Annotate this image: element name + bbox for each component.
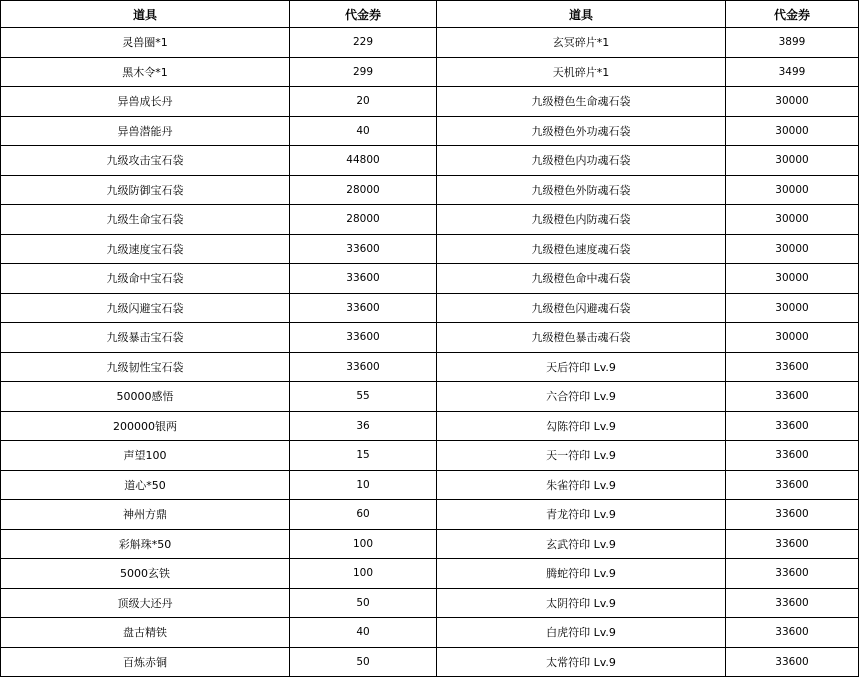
table-row bbox=[1, 234, 859, 264]
right-price-cell: 30000 bbox=[726, 234, 859, 264]
header-item-left: 道具 bbox=[1, 1, 290, 28]
right-price-cell: 3899 bbox=[726, 28, 859, 58]
left-item-cell: 九级闪避宝石袋 bbox=[1, 293, 290, 323]
right-item-cell: 九级橙色内功魂石袋 bbox=[437, 146, 726, 176]
table-row bbox=[1, 618, 859, 648]
right-price-cell: 30000 bbox=[726, 205, 859, 235]
left-item-cell: 黑木令*1 bbox=[1, 57, 290, 87]
right-item-cell: 玄武符印 Lv.9 bbox=[437, 529, 726, 559]
table-row bbox=[1, 559, 859, 589]
right-price-cell: 30000 bbox=[726, 175, 859, 205]
left-price-cell: 229 bbox=[290, 28, 437, 58]
right-price-cell: 33600 bbox=[726, 441, 859, 471]
table-row bbox=[1, 87, 859, 117]
table-row bbox=[1, 205, 859, 235]
left-price-cell: 20 bbox=[290, 87, 437, 117]
table-row bbox=[1, 323, 859, 353]
right-item-cell: 九级橙色外防魂石袋 bbox=[437, 175, 726, 205]
header-item-right: 道具 bbox=[437, 1, 726, 28]
right-price-cell: 33600 bbox=[726, 500, 859, 530]
right-price-cell: 33600 bbox=[726, 588, 859, 618]
right-price-cell: 33600 bbox=[726, 470, 859, 500]
left-item-cell: 彩斛珠*50 bbox=[1, 529, 290, 559]
table-row bbox=[1, 647, 859, 677]
left-item-cell: 九级速度宝石袋 bbox=[1, 234, 290, 264]
right-item-cell: 九级橙色外功魂石袋 bbox=[437, 116, 726, 146]
left-item-cell: 盘古精铁 bbox=[1, 618, 290, 648]
left-price-cell: 55 bbox=[290, 382, 437, 412]
left-item-cell: 百炼赤铜 bbox=[1, 647, 290, 677]
right-price-cell: 33600 bbox=[726, 647, 859, 677]
right-item-cell: 九级橙色暴击魂石袋 bbox=[437, 323, 726, 353]
left-price-cell: 36 bbox=[290, 411, 437, 441]
left-item-cell: 九级防御宝石袋 bbox=[1, 175, 290, 205]
right-item-cell: 太常符印 Lv.9 bbox=[437, 647, 726, 677]
left-price-cell: 50 bbox=[290, 588, 437, 618]
table-row bbox=[1, 529, 859, 559]
right-item-cell: 腾蛇符印 Lv.9 bbox=[437, 559, 726, 589]
left-item-cell: 50000感悟 bbox=[1, 382, 290, 412]
left-price-cell: 40 bbox=[290, 618, 437, 648]
table-row bbox=[1, 57, 859, 87]
left-price-cell: 44800 bbox=[290, 146, 437, 176]
left-price-cell: 100 bbox=[290, 559, 437, 589]
right-price-cell: 33600 bbox=[726, 352, 859, 382]
table-row bbox=[1, 293, 859, 323]
right-price-cell: 30000 bbox=[726, 264, 859, 294]
right-item-cell: 勾陈符印 Lv.9 bbox=[437, 411, 726, 441]
right-item-cell: 六合符印 Lv.9 bbox=[437, 382, 726, 412]
table-row bbox=[1, 588, 859, 618]
table-header-row bbox=[1, 1, 859, 28]
left-price-cell: 33600 bbox=[290, 264, 437, 294]
left-price-cell: 50 bbox=[290, 647, 437, 677]
right-price-cell: 33600 bbox=[726, 529, 859, 559]
right-price-cell: 33600 bbox=[726, 411, 859, 441]
right-item-cell: 九级橙色闪避魂石袋 bbox=[437, 293, 726, 323]
right-item-cell: 玄冥碎片*1 bbox=[437, 28, 726, 58]
left-item-cell: 5000玄铁 bbox=[1, 559, 290, 589]
left-item-cell: 九级攻击宝石袋 bbox=[1, 146, 290, 176]
left-price-cell: 299 bbox=[290, 57, 437, 87]
table-body bbox=[1, 28, 859, 677]
table-row bbox=[1, 264, 859, 294]
right-price-cell: 30000 bbox=[726, 293, 859, 323]
table-row bbox=[1, 352, 859, 382]
right-item-cell: 天后符印 Lv.9 bbox=[437, 352, 726, 382]
left-item-cell: 异兽潜能丹 bbox=[1, 116, 290, 146]
right-item-cell: 九级橙色命中魂石袋 bbox=[437, 264, 726, 294]
right-price-cell: 3499 bbox=[726, 57, 859, 87]
right-item-cell: 太阴符印 Lv.9 bbox=[437, 588, 726, 618]
right-item-cell: 青龙符印 Lv.9 bbox=[437, 500, 726, 530]
right-price-cell: 33600 bbox=[726, 382, 859, 412]
left-price-cell: 15 bbox=[290, 441, 437, 471]
left-price-cell: 28000 bbox=[290, 205, 437, 235]
right-price-cell: 30000 bbox=[726, 146, 859, 176]
table-row bbox=[1, 500, 859, 530]
left-price-cell: 33600 bbox=[290, 234, 437, 264]
left-item-cell: 声望100 bbox=[1, 441, 290, 471]
left-price-cell: 10 bbox=[290, 470, 437, 500]
header-price-right: 代金券 bbox=[726, 1, 859, 28]
right-price-cell: 33600 bbox=[726, 618, 859, 648]
left-item-cell: 九级韧性宝石袋 bbox=[1, 352, 290, 382]
table-row bbox=[1, 175, 859, 205]
left-item-cell: 九级生命宝石袋 bbox=[1, 205, 290, 235]
header-price-left: 代金券 bbox=[290, 1, 437, 28]
table-row bbox=[1, 441, 859, 471]
right-item-cell: 天机碎片*1 bbox=[437, 57, 726, 87]
right-price-cell: 30000 bbox=[726, 87, 859, 117]
right-price-cell: 33600 bbox=[726, 559, 859, 589]
table-row bbox=[1, 28, 859, 58]
left-price-cell: 33600 bbox=[290, 323, 437, 353]
left-item-cell: 200000银两 bbox=[1, 411, 290, 441]
left-item-cell: 道心*50 bbox=[1, 470, 290, 500]
left-item-cell: 神州方鼎 bbox=[1, 500, 290, 530]
right-item-cell: 九级橙色速度魂石袋 bbox=[437, 234, 726, 264]
left-price-cell: 60 bbox=[290, 500, 437, 530]
left-price-cell: 40 bbox=[290, 116, 437, 146]
left-price-cell: 28000 bbox=[290, 175, 437, 205]
right-item-cell: 朱雀符印 Lv.9 bbox=[437, 470, 726, 500]
left-item-cell: 顶级大还丹 bbox=[1, 588, 290, 618]
left-item-cell: 异兽成长丹 bbox=[1, 87, 290, 117]
left-item-cell: 灵兽圈*1 bbox=[1, 28, 290, 58]
table-row bbox=[1, 146, 859, 176]
table-row bbox=[1, 382, 859, 412]
left-price-cell: 33600 bbox=[290, 352, 437, 382]
left-price-cell: 100 bbox=[290, 529, 437, 559]
left-price-cell: 33600 bbox=[290, 293, 437, 323]
right-price-cell: 30000 bbox=[726, 116, 859, 146]
right-item-cell: 九级橙色生命魂石袋 bbox=[437, 87, 726, 117]
left-item-cell: 九级命中宝石袋 bbox=[1, 264, 290, 294]
left-item-cell: 九级暴击宝石袋 bbox=[1, 323, 290, 353]
table-row bbox=[1, 470, 859, 500]
right-item-cell: 九级橙色内防魂石袋 bbox=[437, 205, 726, 235]
right-item-cell: 白虎符印 Lv.9 bbox=[437, 618, 726, 648]
table-row bbox=[1, 116, 859, 146]
right-price-cell: 30000 bbox=[726, 323, 859, 353]
table-row bbox=[1, 411, 859, 441]
right-item-cell: 天一符印 Lv.9 bbox=[437, 441, 726, 471]
